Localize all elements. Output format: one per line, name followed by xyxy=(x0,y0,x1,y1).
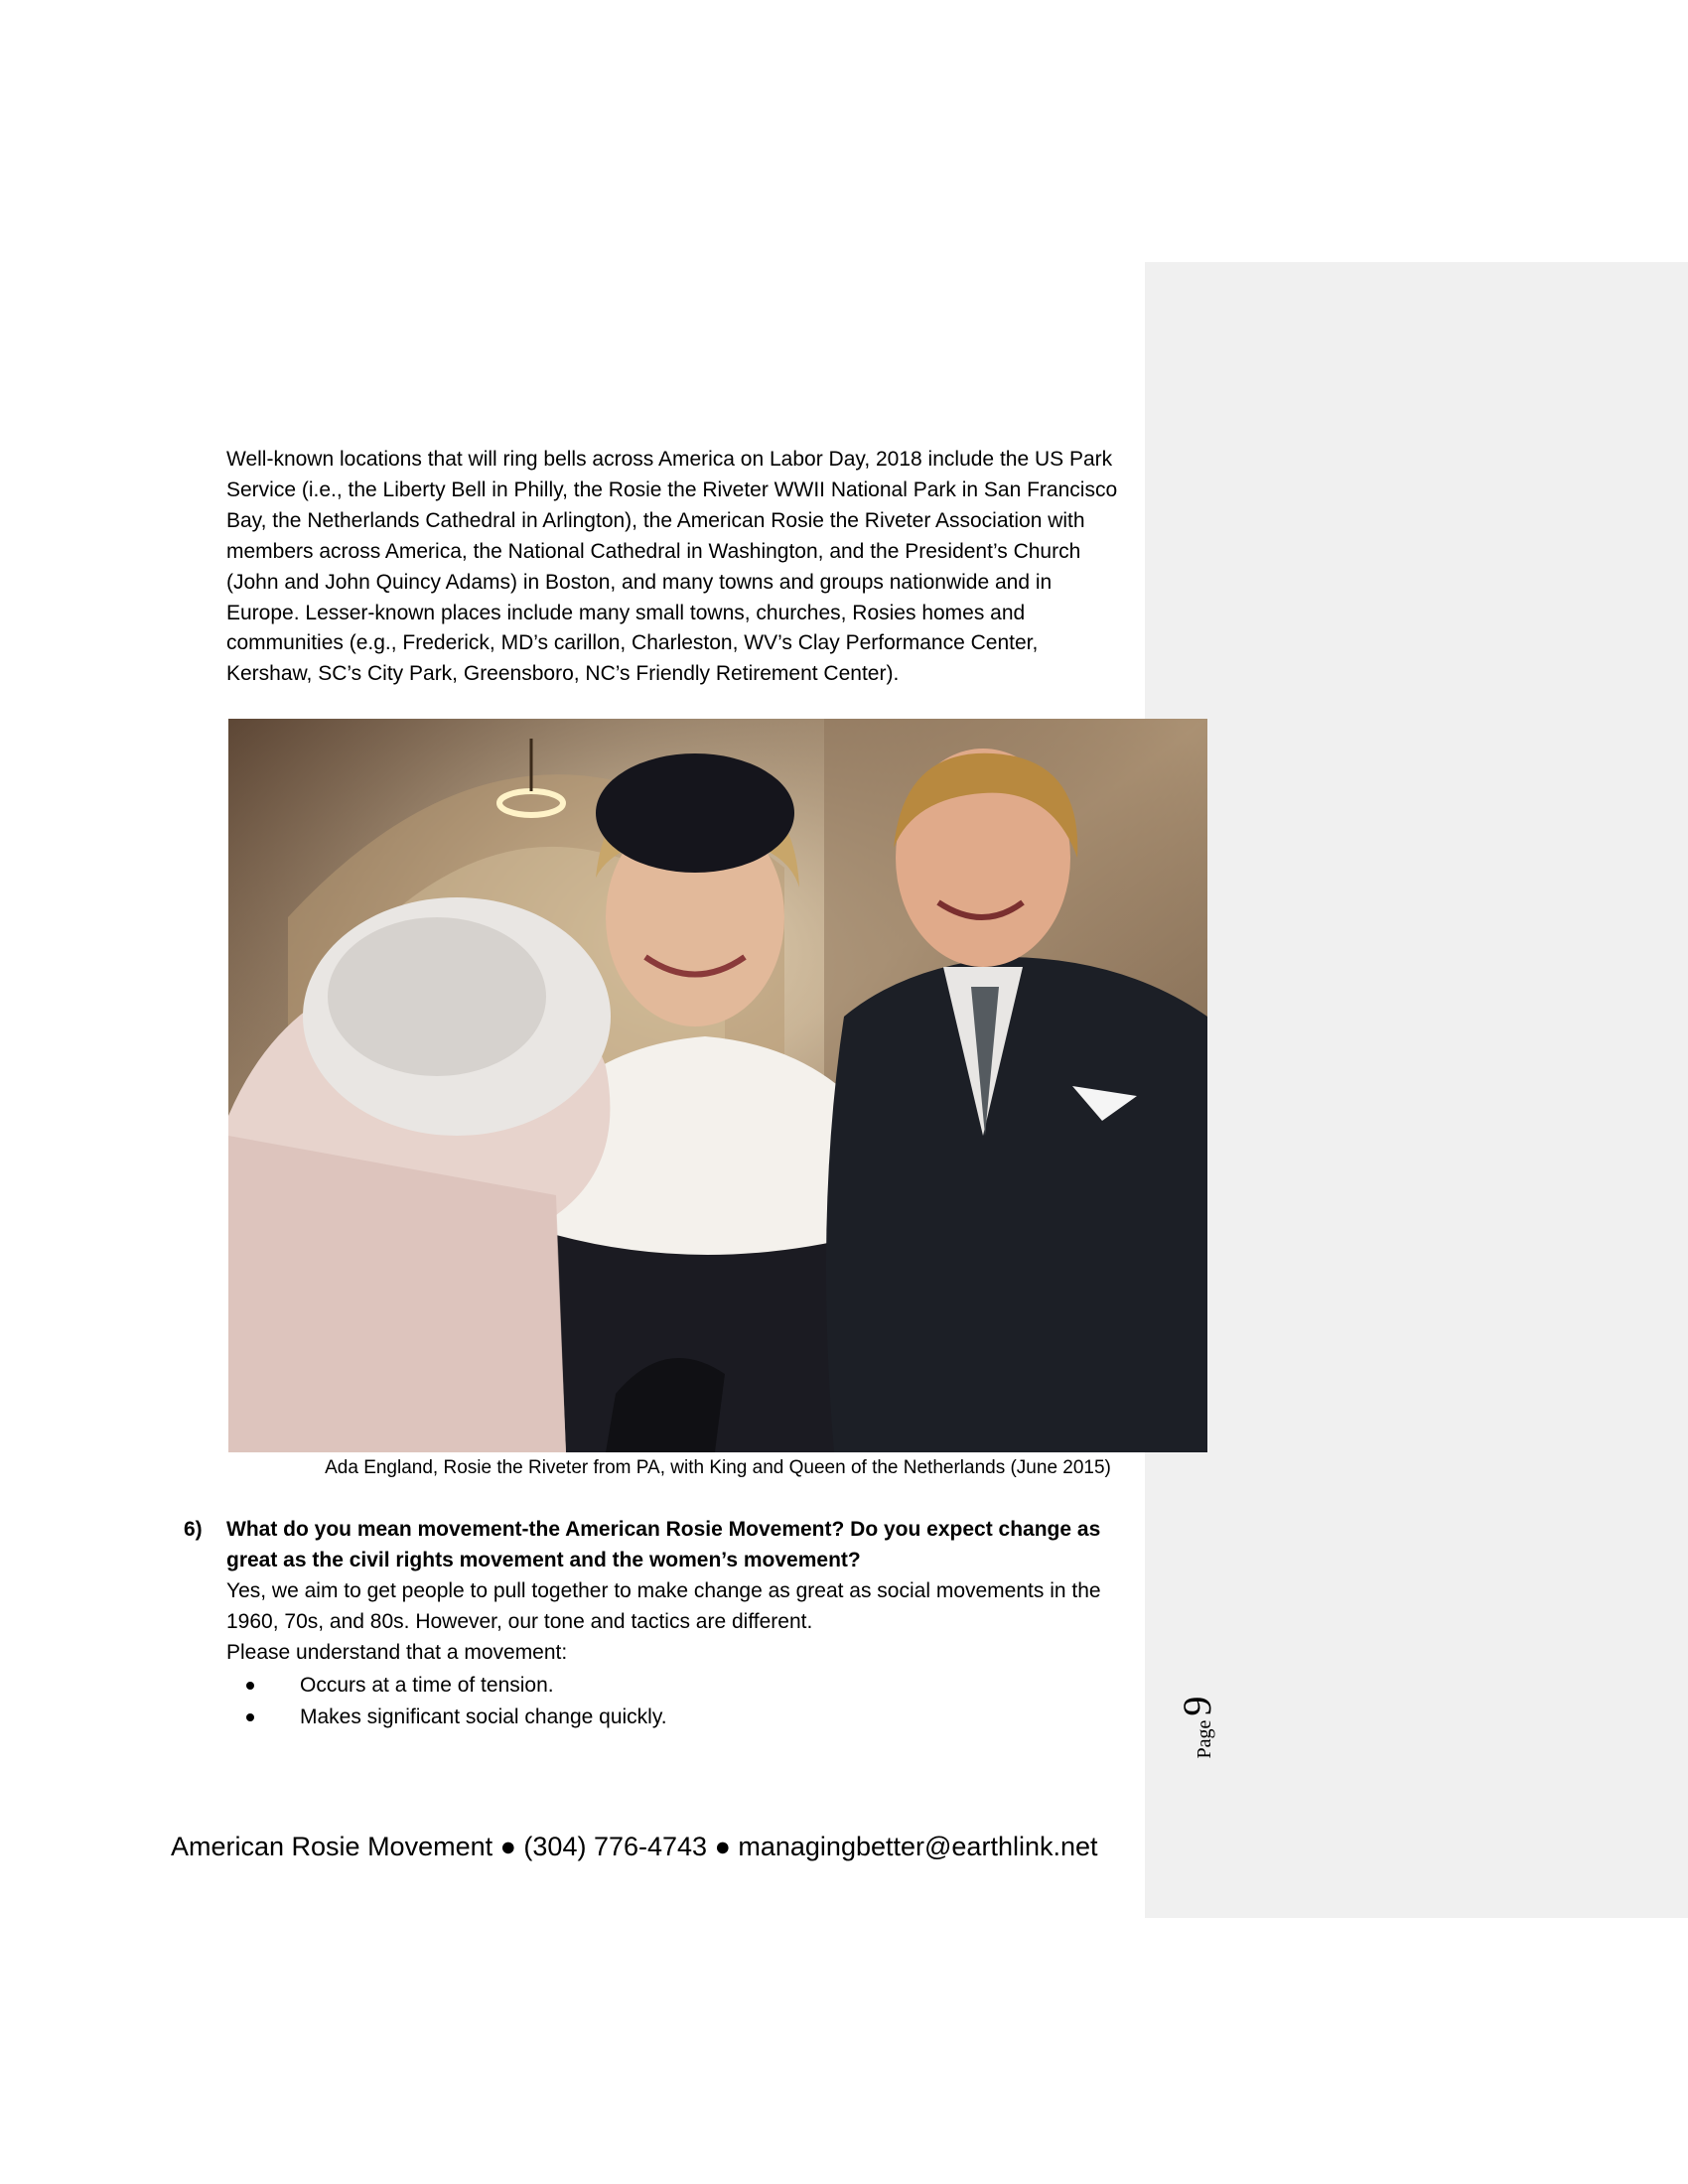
list-item xyxy=(226,1702,667,1733)
answer-lead: Please understand that a movement: xyxy=(226,1641,568,1664)
bullet-icon xyxy=(246,1713,254,1721)
list-item-text: Makes significant social change quickly. xyxy=(300,1706,667,1728)
list-item xyxy=(226,1670,667,1702)
bullet-icon xyxy=(246,1682,254,1690)
answer-text: Yes, we aim to get people to pull together to make change as great as social movements in the 1960, 70s, and 80s. However, our tone and tactics are different. xyxy=(226,1579,1101,1633)
photo-royals-with-rosie xyxy=(228,719,1207,1452)
page-number-value: 9 xyxy=(1175,1696,1219,1716)
question-number: 6) xyxy=(184,1518,203,1541)
question-text: What do you mean movement-the American Rosie Movement? Do you expect change as great as the civil rights movement and the women’s movement? xyxy=(226,1518,1101,1571)
photo-caption: Ada England, Rosie the Riveter from PA, with King and Queen of the Netherlands (June 2015) xyxy=(325,1457,1111,1478)
bullet-list xyxy=(226,1670,667,1733)
page-label: Page xyxy=(1194,1719,1215,1759)
intro-paragraph: Well-known locations that will ring bells across America on Labor Day, 2018 include the US Park Service (i.e., the Liberty Bell in Philly, the Rosie the Riveter WWII National Park in San Francisco Bay, the Netherlands Cathedral in Arlington), the American Rosie the Riveter Association with members across America, the National Cathedral in Washington, and the President’s Church (John and John Quincy Adams) in Boston, and many towns and groups nationwide and in Europe. Lesser-known places include many small towns, churches, Rosies homes and communities (e.g., Frederick, MD’s carillon, Charleston, WV’s Clay Performance Center, Kershaw, SC’s City Park, Greensboro, NC’s Friendly Retirement Center). xyxy=(226,448,1118,686)
page-footer: American Rosie Movement ● (304) 776-4743 ● managingbetter@earthlink.net xyxy=(171,1832,1098,1861)
comment-margin-panel xyxy=(1145,262,1688,1918)
list-item-text: Occurs at a time of tension. xyxy=(300,1674,554,1697)
page-number xyxy=(1174,1688,1253,1767)
photo-illustration xyxy=(228,719,1207,1452)
